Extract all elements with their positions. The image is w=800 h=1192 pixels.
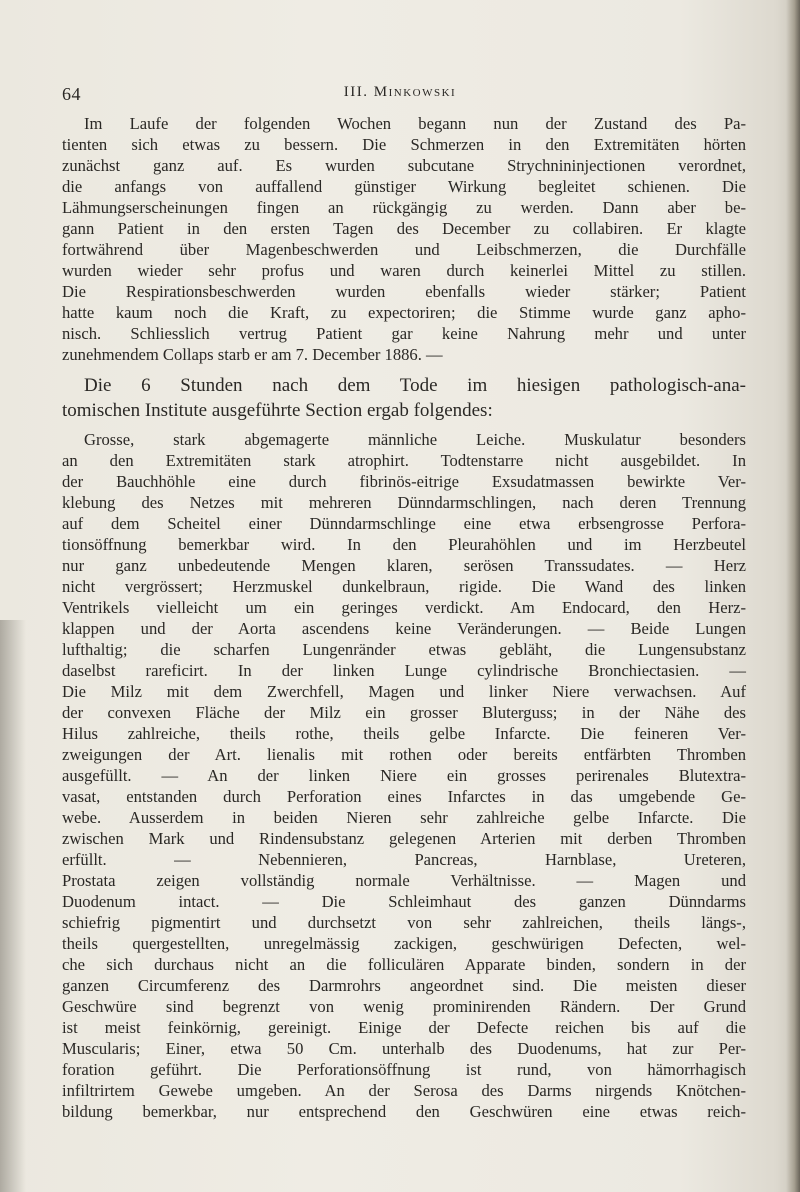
text-line: foration geführt. Die Perforationsöffnung ist rund, von hämorrhagisch (62, 1060, 746, 1079)
running-head (0, 84, 800, 108)
section-heading (62, 373, 746, 423)
paragraph-autopsy-findings (62, 429, 746, 1122)
text-line: der convexen Fläche der Milz ein grosser Bluterguss; in der Nähe des (62, 703, 746, 722)
text-line: hatte kaum noch die Kraft, zu expectoriren; die Stimme wurde ganz apho- (62, 303, 746, 322)
text-line: tienten sich etwas zu bessern. Die Schmerzen in den Extremitäten hörten (62, 135, 746, 154)
text-line: nisch. Schliesslich vertrug Patient gar keine Nahrung mehr und unter (62, 324, 746, 343)
text-line: ausgefüllt. — An der linken Niere ein grosses perirenales Blutextra- (62, 766, 746, 785)
text-line: der Bauchhöhle eine durch fibrinös-eitrige Exsudatmassen bewirkte Ver- (62, 472, 746, 491)
text-line: bildung bemerkbar, nur entsprechend den Geschwüren eine etwas reich- (62, 1102, 746, 1121)
text-line: schiefrig pigmentirt und durchsetzt von sehr zahlreichen, theils längs-, (62, 913, 746, 932)
text-line: zunehmendem Collaps starb er am 7. December 1886. — (62, 345, 443, 364)
text-line: nur ganz unbedeutende Mengen klaren, serösen Transsudates. — Herz (62, 556, 746, 575)
text-line: Die Respirationsbeschwerden wurden ebenfalls wieder stärker; Patient (62, 282, 746, 301)
text-line: Im Laufe der folgenden Wochen begann nun der Zustand des Pa- (84, 114, 746, 133)
spacer (62, 365, 746, 373)
text-line: Hilus zahlreiche, theils rothe, theils gelbe Infarcte. Die feineren Ver- (62, 724, 746, 743)
text-line: lufthaltig; die scharfen Lungenränder etwas gebläht, die Lungensubstanz (62, 640, 746, 659)
text-line: Lähmungserscheinungen fingen an rückgängig zu werden. Dann aber be- (62, 198, 746, 217)
text-line: infiltrirtem Gewebe umgeben. An der Serosa des Darms nirgends Knötchen- (62, 1081, 746, 1100)
text-line: zweigungen der Art. lienalis mit rothen oder bereits entfärbten Thromben (62, 745, 746, 764)
text-line: klappen und der Aorta ascendens keine Veränderungen. — Beide Lungen (62, 619, 746, 638)
heading-line: Die 6 Stunden nach dem Tode im hiesigen pathologisch-ana- (84, 375, 746, 396)
text-line: vasat, entstanden durch Perforation eines Infarctes in das umgebende Ge- (62, 787, 746, 806)
text-line: fortwährend über Magenbeschwerden und Leibschmerzen, die Durchfälle (62, 240, 746, 259)
paragraph-case-course (62, 113, 746, 365)
text-line: Grosse, stark abgemagerte männliche Leiche. Muskulatur besonders (84, 430, 746, 449)
text-line: Geschwüre sind begrenzt von wenig prominirenden Rändern. Der Grund (62, 997, 746, 1016)
text-line: Prostata zeigen vollständig normale Verhältnisse. — Magen und (62, 871, 746, 890)
text-line: auf dem Scheitel einer Dünndarmschlinge eine etwa erbsengrosse Perfora- (62, 514, 746, 533)
page-edge-shadow (0, 620, 26, 1192)
text-line: zwischen Mark und Rindensubstanz gelegenen Arterien mit derben Thromben (62, 829, 746, 848)
text-line: che sich durchaus nicht an die folliculären Apparate binden, sondern in der (62, 955, 746, 974)
text-line: ist meist feinkörnig, gereinigt. Einige der Defecte reichen bis auf die (62, 1018, 746, 1037)
text-line: gann Patient in den ersten Tagen des December zu collabiren. Er klagte (62, 219, 746, 238)
body-text (62, 113, 746, 1122)
text-line: die anfangs von auffallend günstiger Wirkung begleitet schienen. Die (62, 177, 746, 196)
heading-line: tomischen Institute ausgeführte Section ergab folgendes: (62, 400, 493, 421)
text-line: Duodenum intact. — Die Schleimhaut des ganzen Dünndarms (62, 892, 746, 911)
text-line: zunächst ganz auf. Es wurden subcutane Strychnininjectionen verordnet, (62, 156, 746, 175)
text-line: wurden wieder sehr profus und waren durch keinerlei Mittel zu stillen. (62, 261, 746, 280)
text-line: erfüllt. — Nebennieren, Pancreas, Harnblase, Ureteren, (62, 850, 746, 869)
text-line: ganzen Circumferenz des Darmrohrs angeordnet sind. Die meisten dieser (62, 976, 746, 995)
text-line: klebung des Netzes mit mehreren Dünndarmschlingen, nach deren Trennung (62, 493, 746, 512)
page-binding-shadow (786, 0, 800, 1192)
page-number: 64 (62, 84, 81, 104)
text-line: an den Extremitäten stark atrophirt. Todtenstarre nicht ausgebildet. In (62, 451, 746, 470)
running-title: III. Minkowski (343, 84, 457, 100)
text-line: nicht vergrössert; Herzmuskel dunkelbraun, rigide. Die Wand des linken (62, 577, 746, 596)
text-line: daselbst rareficirt. In der linken Lunge cylindrische Bronchiectasien. — (62, 661, 746, 680)
text-line: Muscularis; Einer, etwa 50 Cm. unterhalb des Duodenums, hat zur Per- (62, 1039, 746, 1058)
text-line: Ventrikels vielleicht um ein geringes verdickt. Am Endocard, den Herz- (62, 598, 746, 617)
text-line: tionsöffnung bemerkbar wird. In den Pleurahöhlen und im Herzbeutel (62, 535, 746, 554)
text-line: webe. Ausserdem in beiden Nieren sehr zahlreiche gelbe Infarcte. Die (62, 808, 746, 827)
text-line: Die Milz mit dem Zwerchfell, Magen und linker Niere verwachsen. Auf (62, 682, 746, 701)
text-line: theils quergestellten, unregelmässig zackigen, geschwürigen Defecten, wel- (62, 934, 746, 953)
